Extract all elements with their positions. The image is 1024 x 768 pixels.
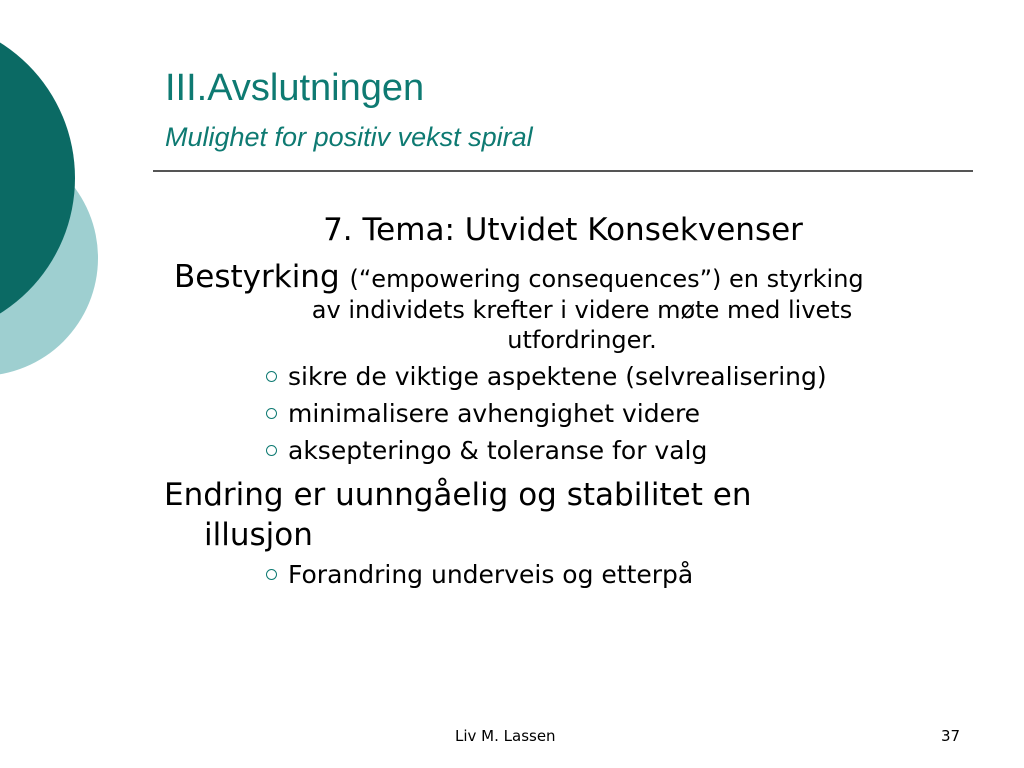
list-item [266,397,700,431]
list-item-text: minimalisere avhengighet videre [288,399,701,428]
page-number: 37 [941,727,961,745]
section-heading: 7. Tema: Utvidet Konsekvenser [323,212,803,248]
slide-title: III.Avslutningen [165,67,425,109]
list-item-text: Forandring underveis og etterpå [288,560,694,589]
paragraph-lead-rest: (“empowering consequences”) en styrking [349,265,864,293]
slide-subtitle: Mulighet for positiv vekst spiral [165,122,533,152]
list-item [266,558,693,592]
main-point-line-1: Endring er uunngåelig og stabilitet en [164,477,752,513]
list-item [266,434,707,468]
title-divider [153,170,973,172]
circle-bullet-icon [266,408,277,419]
list-item [266,360,827,394]
footer-author: Liv M. Lassen [455,727,556,745]
circle-bullet-icon [266,569,277,580]
main-point-line-2: illusjon [204,517,313,553]
paragraph-line-2: av individets krefter i videre møte med livets [311,296,853,324]
paragraph-lead-word: Bestyrking [174,259,340,295]
list-item-text: aksepteringo & toleranse for valg [288,436,708,465]
circle-bullet-icon [266,371,277,382]
circle-bullet-icon [266,445,277,456]
list-item-text: sikre de viktige aspektene (selvrealisering) [288,362,827,391]
paragraph-line-3: utfordringer. [507,326,657,354]
